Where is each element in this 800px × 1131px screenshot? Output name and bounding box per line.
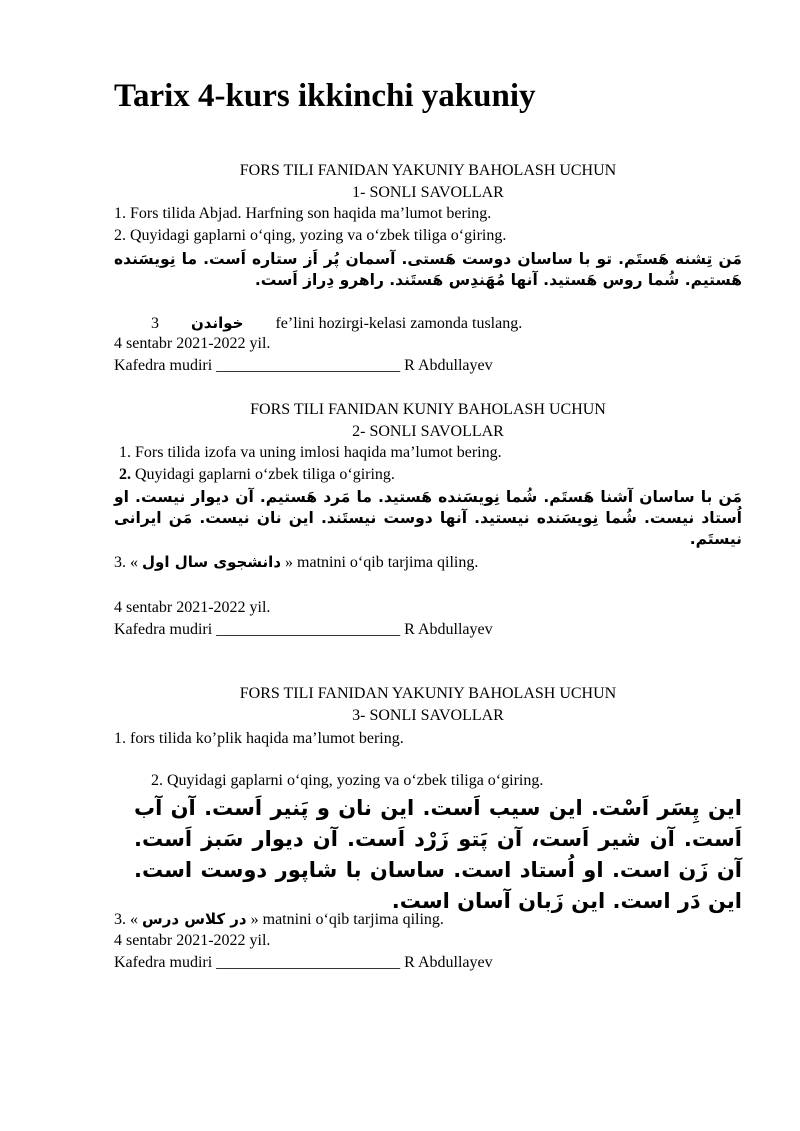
section-3-persian-text: این پِسَر اَسْت. این سیب اَست. این نان و پَنیر اَست. آن آب اَست. آن شیر اَست، آن پَتو زَرْد اَست. آن دیوار سَبز اَست. آن زَن است. او اُستاد است. ساسان با شاپور دوست است. این دَر است. این زَبان آسان است. (134, 796, 742, 913)
section-2-question-3-suffix: » matnini o‘qib tarjima qiling. (285, 554, 479, 571)
section-3-question-3-title: در کلاس درس (142, 910, 247, 928)
section-2-date: 4 sentabr 2021-2022 yil. (114, 599, 271, 616)
section-1-persian-text: مَن تِشنه هَستَم. تو با ساسان دوست هَستی. آسمان پُر اَز ستاره اَست. ما نِویسَنده هَستیم. شُما روس هَستید. آنها مُهَندِس هَستَند. راهرو دِراز اَست. (114, 250, 742, 289)
section-2-question-3-prefix: 3. « (114, 554, 138, 571)
section-3-subheading: 3- SONLI SAVOLLAR (352, 707, 504, 724)
section-2-question-1: 1. Fors tilida izofa va uning imlosi haqida ma’lumot bering. (119, 444, 502, 461)
section-3-question-3-prefix: 3. « (114, 911, 138, 928)
section-3-signature: Kafedra mudiri _______________________ R Abdullayev (114, 954, 493, 971)
section-1-question-2: 2. Quyidagi gaplarni o‘qing, yozing va o‘zbek tiliga o‘giring. (114, 227, 507, 244)
section-1-signature: Kafedra mudiri _______________________ R Abdullayev (114, 357, 493, 374)
document-title: Tarix 4-kurs ikkinchi yakuniy (114, 78, 536, 114)
section-2-question-2 (119, 465, 395, 485)
section-2-question-3 (114, 552, 478, 573)
section-2-persian-text: مَن با ساسان آشنا هَستَم. شُما نِویسَنده هَستید. ما مَرد هَستیم. آن دیوار نیست. او اُستاد نیست. شُما نِویسَنده نیستید. آنها دوست نیستَند. این نان نیست. مَن ایرانی نیستَم. (114, 488, 742, 548)
section-1-heading: FORS TILI FANIDAN YAKUNIY BAHOLASH UCHUN (239, 162, 617, 179)
section-1-question-3 (151, 313, 522, 334)
section-1-question-3-text: fe’lini hozirgi-kelasi zamonda tuslang. (275, 315, 523, 332)
section-3-question-1: 1. fors tilida ko’plik haqida ma’lumot bering. (114, 730, 404, 747)
section-2-question-3-title: دانشجوی سال اول (142, 553, 282, 571)
section-2-question-2-number: 2. (119, 466, 131, 483)
section-3-question-3 (114, 909, 444, 930)
section-1-question-3-verb: خواندن (191, 314, 244, 332)
section-1-date: 4 sentabr 2021-2022 yil. (114, 335, 271, 352)
section-3-heading: FORS TILI FANIDAN YAKUNIY BAHOLASH UCHUN (239, 685, 617, 702)
section-1-question-3-number: 3 (151, 315, 159, 332)
section-1-question-1: 1. Fors tilida Abjad. Harfning son haqida ma’lumot bering. (114, 205, 492, 222)
section-1-subheading: 1- SONLI SAVOLLAR (352, 184, 504, 201)
section-2-subheading: 2- SONLI SAVOLLAR (352, 423, 504, 440)
section-3-question-3-suffix: » matnini o‘qib tarjima qiling. (250, 911, 444, 928)
section-2-question-2-text: Quyidagi gaplarni o‘zbek tiliga o‘giring. (131, 466, 395, 483)
section-3-date: 4 sentabr 2021-2022 yil. (114, 932, 271, 949)
section-2-heading: FORS TILI FANIDAN KUNIY BAHOLASH UCHUN (250, 401, 606, 418)
section-2-signature: Kafedra mudiri _______________________ R Abdullayev (114, 621, 493, 638)
section-3-question-2: 2. Quyidagi gaplarni o‘qing, yozing va o‘zbek tiliga o‘giring. (151, 772, 544, 789)
